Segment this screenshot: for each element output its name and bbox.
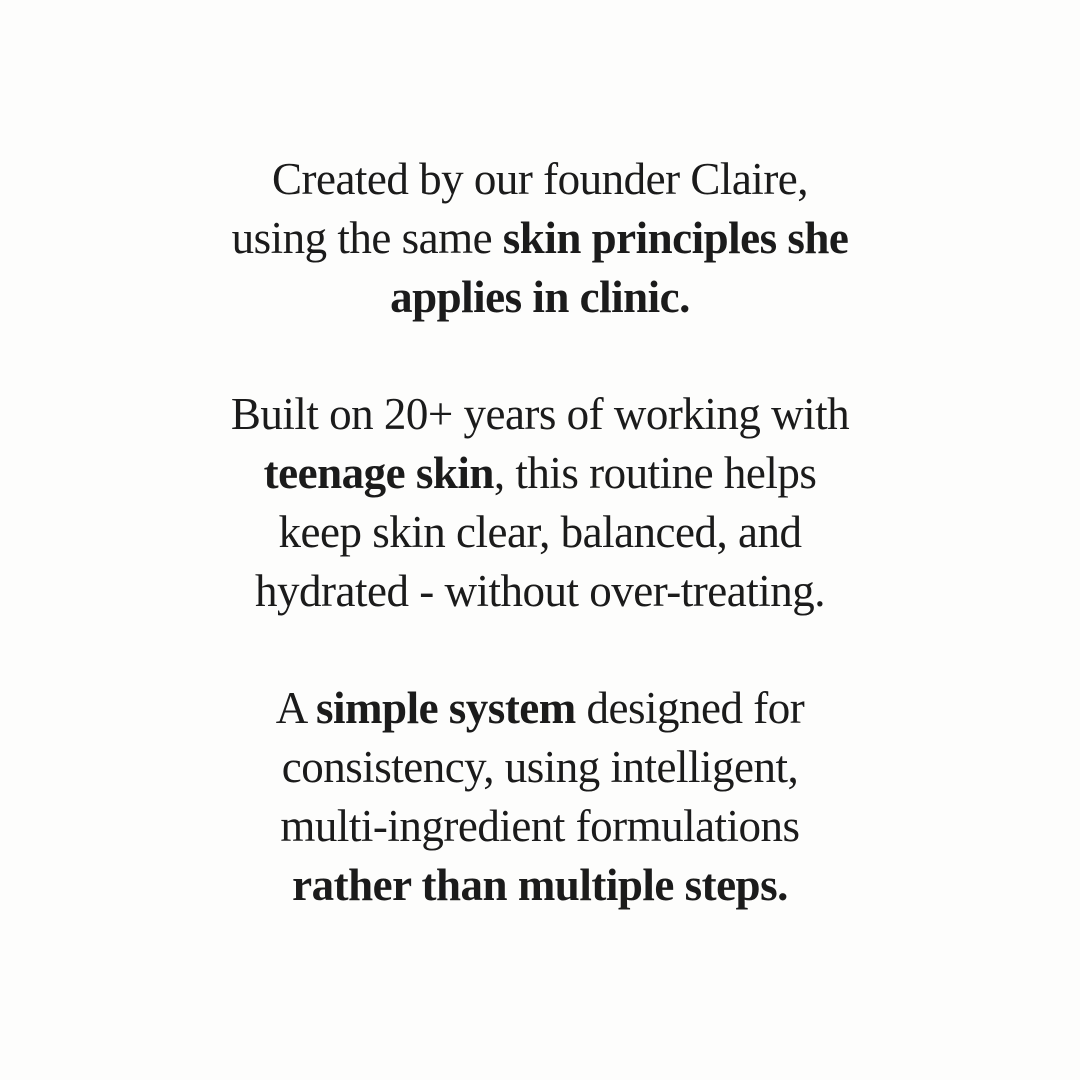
text-line bbox=[130, 209, 950, 268]
text-segment: Created by our founder Claire, bbox=[271, 154, 809, 204]
paragraph-experience bbox=[130, 385, 950, 621]
text-line bbox=[130, 503, 950, 562]
text-segment: multi-ingredient formulations bbox=[280, 801, 800, 851]
paragraph-system bbox=[130, 679, 950, 915]
text-line bbox=[130, 444, 950, 503]
text-line bbox=[130, 385, 950, 444]
text-line bbox=[130, 268, 950, 327]
text-line bbox=[130, 679, 950, 738]
text-segment: designed for bbox=[575, 683, 805, 733]
text-segment: , this routine helps bbox=[493, 448, 817, 498]
text-line bbox=[130, 150, 950, 209]
quote-card bbox=[130, 0, 950, 915]
text-segment: Built on 20+ years of working with bbox=[230, 389, 850, 439]
text-segment: using the same bbox=[231, 213, 503, 263]
paragraph-founder bbox=[130, 150, 950, 327]
text-segment-bold: teenage skin bbox=[263, 448, 494, 498]
text-line bbox=[130, 856, 950, 915]
text-line bbox=[130, 738, 950, 797]
text-segment: consistency, using intelligent, bbox=[281, 742, 799, 792]
text-line bbox=[130, 797, 950, 856]
text-segment-bold: applies in clinic. bbox=[390, 272, 690, 322]
text-segment: keep skin clear, balanced, and bbox=[278, 507, 802, 557]
text-segment: hydrated - without over-treating. bbox=[255, 566, 825, 616]
text-segment: A bbox=[275, 683, 317, 733]
text-segment-bold: skin principles she bbox=[502, 213, 849, 263]
text-line bbox=[130, 562, 950, 621]
text-segment-bold: rather than multiple steps. bbox=[292, 860, 788, 910]
text-segment-bold: simple system bbox=[316, 683, 576, 733]
